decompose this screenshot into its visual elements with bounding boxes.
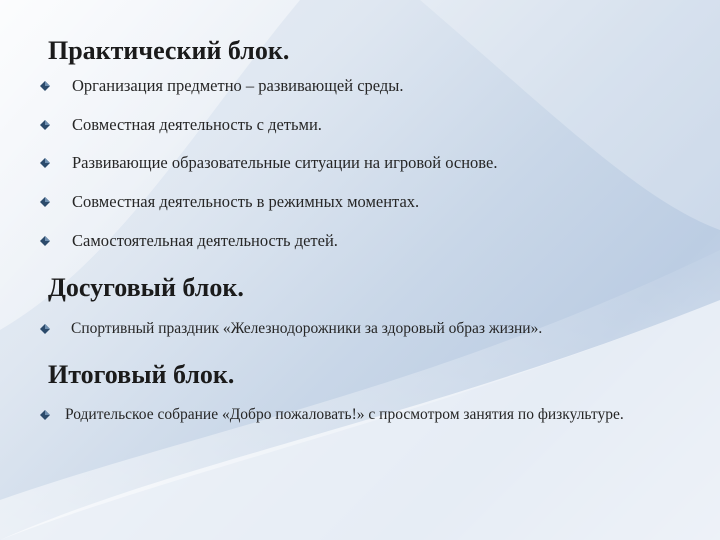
diamond-bullet-icon — [40, 324, 50, 334]
list-item — [40, 318, 700, 340]
diamond-bullet-icon — [40, 410, 50, 420]
list-item-text: Совместная деятельность с детьми. — [72, 115, 322, 134]
list-item — [40, 74, 680, 98]
list-item — [40, 404, 640, 426]
list-item — [40, 113, 680, 137]
diamond-bullet-icon — [40, 120, 50, 130]
list-item-text: Развивающие образовательные ситуации на игровой основе. — [72, 153, 498, 172]
list-item-text: Совместная деятельность в режимных моментах. — [72, 192, 420, 211]
diamond-bullet-icon — [40, 236, 50, 246]
list-item-text: Родительское собрание «Добро пожаловать!» с просмотром занятия по физкультуре. — [65, 406, 624, 423]
list-item-text: Организация предметно – развивающей среды. — [72, 76, 404, 95]
list-item-text: Самостоятельная деятельность детей. — [72, 231, 338, 250]
list-item — [40, 229, 680, 253]
heading-practical: Практический блок. — [48, 36, 290, 65]
diamond-bullet-icon — [40, 81, 50, 91]
diamond-bullet-icon — [40, 197, 50, 207]
list-item — [40, 151, 680, 175]
heading-final: Итоговый блок. — [48, 360, 235, 389]
diamond-bullet-icon — [40, 158, 50, 168]
list-item — [40, 190, 680, 214]
list-item-text: Спортивный праздник «Железнодорожники за здоровый образ жизни». — [71, 320, 543, 337]
heading-leisure: Досуговый блок. — [48, 273, 244, 302]
